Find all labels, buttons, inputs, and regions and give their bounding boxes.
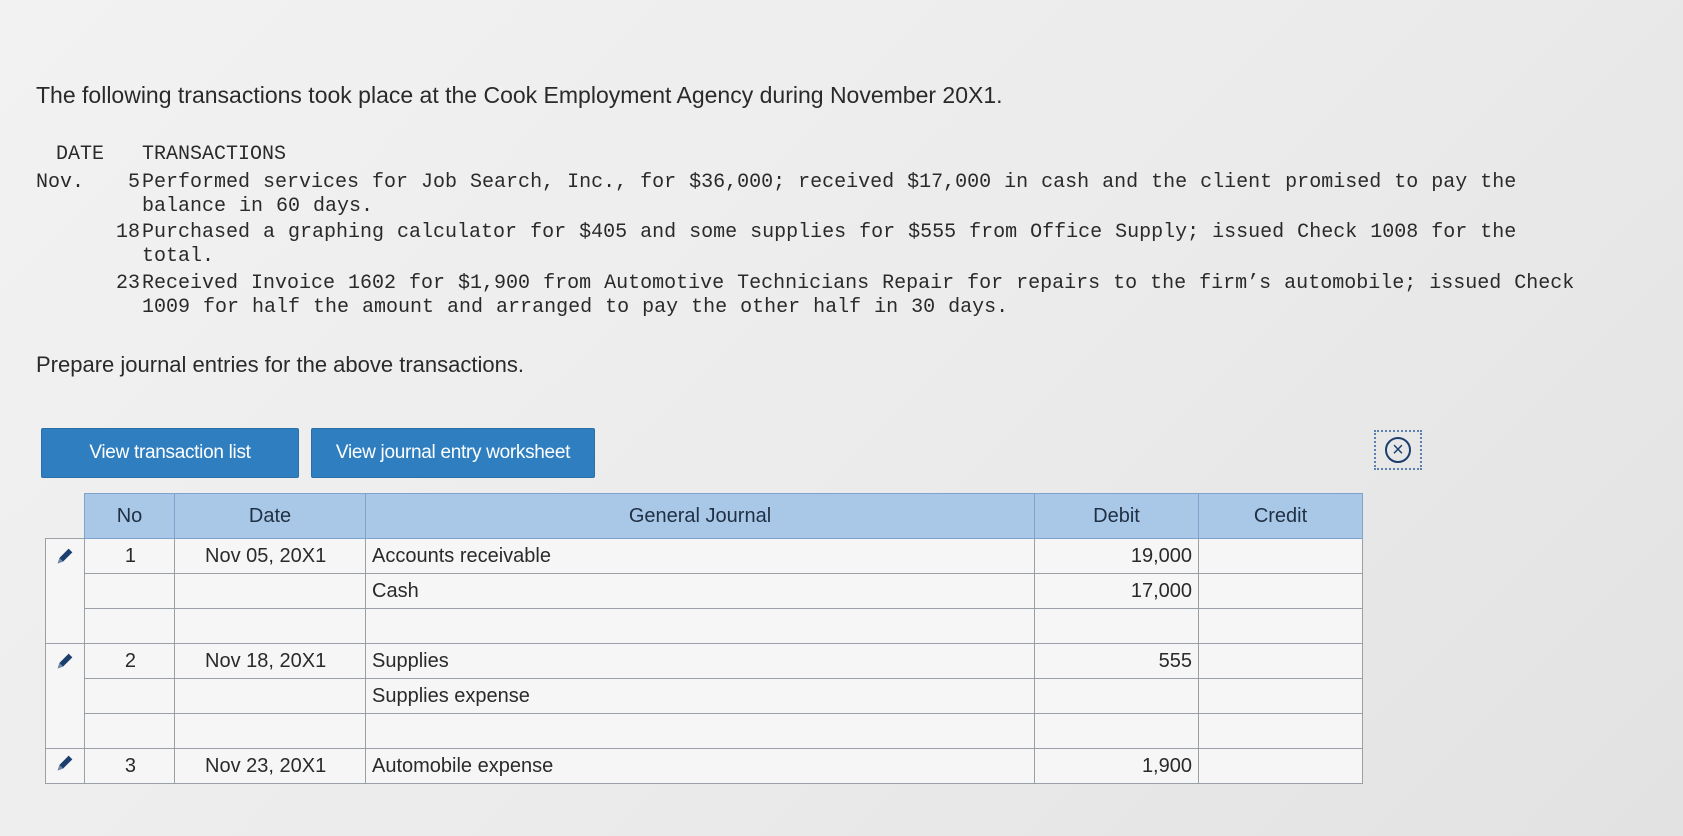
- entry-number: 3: [85, 749, 175, 784]
- journal-header-row: [46, 494, 1363, 539]
- date-column-header: DATE: [56, 143, 105, 166]
- journal-table: [45, 493, 1363, 784]
- entry-number: [85, 574, 175, 609]
- debit-cell[interactable]: 555: [1035, 644, 1199, 679]
- pencil-icon: [54, 545, 76, 567]
- account-cell[interactable]: [366, 714, 1035, 749]
- pencil-icon: [54, 752, 76, 774]
- entry-number: [85, 609, 175, 644]
- entry-date: [175, 609, 366, 644]
- account-cell[interactable]: [366, 609, 1035, 644]
- debit-cell[interactable]: 17,000: [1035, 574, 1199, 609]
- no-column-header: No: [85, 494, 175, 539]
- entry-number: 1: [85, 539, 175, 574]
- account-cell[interactable]: Accounts receivable: [366, 539, 1035, 574]
- transaction-description: Received Invoice 1602 for $1,900 from Automotive Technicians Repair for repairs to the firm’s automobile; issued Check 1009 for half the amount and arranged to pay the other half in 30 days.: [142, 272, 1575, 319]
- transaction-description: Performed services for Job Search, Inc., for $36,000; received $17,000 in cash and the client promised to pay the balance in 60 days.: [142, 171, 1517, 218]
- credit-column-header: Credit: [1199, 494, 1363, 539]
- debit-cell[interactable]: [1035, 679, 1199, 714]
- transaction-day: 23: [115, 272, 140, 295]
- date-column-header: Date: [175, 494, 366, 539]
- debit-column-header: Debit: [1035, 494, 1199, 539]
- credit-cell[interactable]: [1199, 679, 1363, 714]
- credit-cell[interactable]: [1199, 609, 1363, 644]
- entry-date: Nov 05, 20X1: [175, 539, 366, 574]
- close-icon: ×: [1385, 437, 1411, 463]
- view-transaction-list-button[interactable]: View transaction list: [41, 428, 299, 478]
- pencil-icon: [54, 650, 76, 672]
- table-row: [46, 644, 1363, 679]
- edit-entry-button[interactable]: [46, 749, 85, 784]
- entry-date: Nov 18, 20X1: [175, 644, 366, 679]
- debit-cell[interactable]: 19,000: [1035, 539, 1199, 574]
- table-row: [46, 679, 1363, 714]
- entry-date: Nov 23, 20X1: [175, 749, 366, 784]
- credit-cell[interactable]: [1199, 749, 1363, 784]
- entry-date: [175, 714, 366, 749]
- transactions-column-header: TRANSACTIONS: [142, 143, 287, 166]
- entry-number: 2: [85, 644, 175, 679]
- account-cell[interactable]: Supplies: [366, 644, 1035, 679]
- edit-entry-button[interactable]: [46, 644, 85, 749]
- account-cell[interactable]: Supplies expense: [366, 679, 1035, 714]
- credit-cell[interactable]: [1199, 644, 1363, 679]
- debit-cell[interactable]: 1,900: [1035, 749, 1199, 784]
- transaction-day: 5: [127, 171, 140, 194]
- edit-entry-button[interactable]: [46, 539, 85, 644]
- account-cell[interactable]: Automobile expense: [366, 749, 1035, 784]
- transaction-month: Nov.: [36, 171, 85, 194]
- transaction-day: 18: [115, 221, 140, 244]
- table-row: [46, 539, 1363, 574]
- close-button[interactable]: [1374, 430, 1422, 470]
- intro-text: The following transactions took place at the Cook Employment Agency during November 20X1.: [36, 82, 1003, 108]
- debit-cell[interactable]: [1035, 714, 1199, 749]
- table-row: [46, 714, 1363, 749]
- entry-number: [85, 679, 175, 714]
- transaction-description: Purchased a graphing calculator for $405 and some supplies for $555 from Office Supply; issued Check 1008 for the total.: [142, 221, 1517, 268]
- account-cell[interactable]: Cash: [366, 574, 1035, 609]
- entry-date: [175, 574, 366, 609]
- credit-cell[interactable]: [1199, 539, 1363, 574]
- table-row: [46, 609, 1363, 644]
- view-journal-entry-worksheet-button[interactable]: View journal entry worksheet: [311, 428, 595, 478]
- general-journal-column-header: General Journal: [366, 494, 1035, 539]
- credit-cell[interactable]: [1199, 574, 1363, 609]
- debit-cell[interactable]: [1035, 609, 1199, 644]
- credit-cell[interactable]: [1199, 714, 1363, 749]
- instruction-text: Prepare journal entries for the above transactions.: [36, 352, 524, 377]
- edit-column-header: [46, 494, 85, 539]
- table-row: [46, 574, 1363, 609]
- table-row: [46, 749, 1363, 784]
- entry-number: [85, 714, 175, 749]
- entry-date: [175, 679, 366, 714]
